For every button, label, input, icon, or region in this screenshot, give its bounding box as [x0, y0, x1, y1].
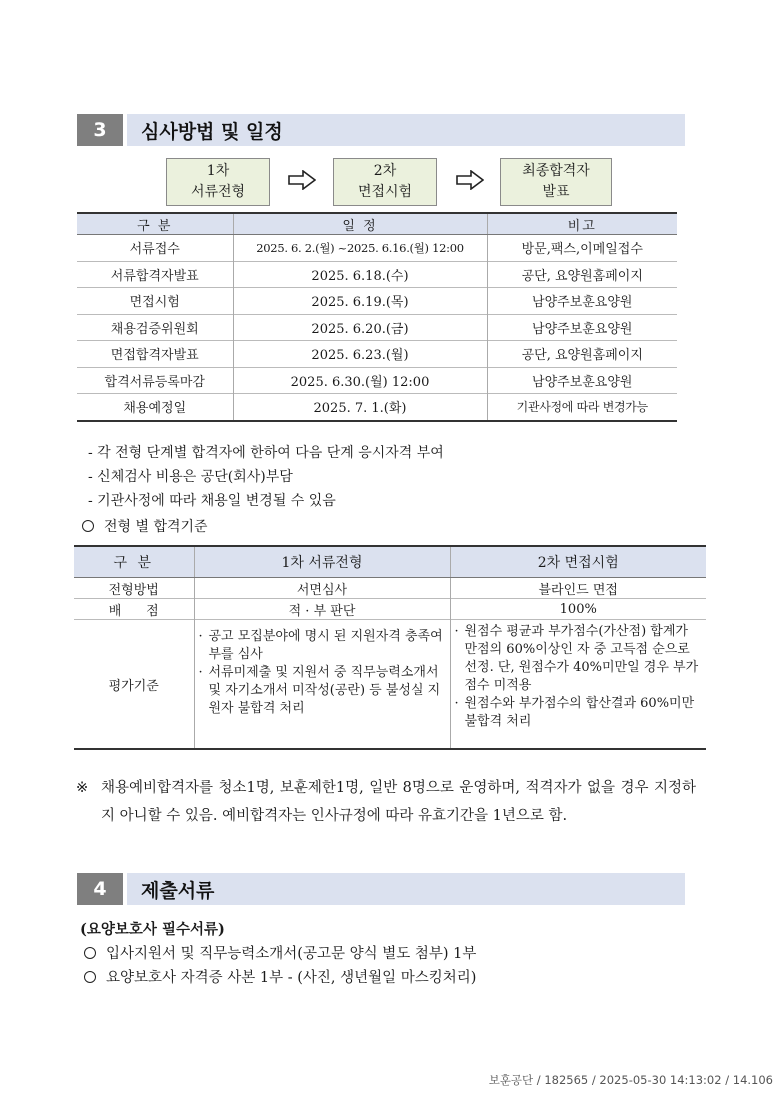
criteria-table [74, 545, 706, 750]
table-cell: 평가기준 [74, 620, 194, 750]
note-line: - 신체검사 비용은 공단(회사)부담 [88, 469, 293, 485]
column-header: 구 분 [77, 213, 233, 235]
note-line: - 기관사정에 따라 채용일 변경될 수 있음 [88, 493, 336, 509]
table-cell: 2025. 6.30.(월) 12:00 [233, 367, 487, 394]
table-cell: 남양주보훈요양원 [487, 367, 677, 394]
criteria-item: · 서류미제출 및 지원서 중 직무능력소개서 및 자기소개서 미작성(공란) 등 불성실 지원자 불합격 처리 [199, 664, 447, 718]
table-row [77, 235, 677, 262]
circle-bullet-icon [84, 971, 96, 983]
criteria-text: 공고 모집분야에 명시 된 지원자격 충족여부를 심사 [208, 629, 443, 662]
flow-step-3 [500, 158, 612, 206]
table-cell: 2025. 7. 1.(화) [233, 394, 487, 421]
criteria-text: 원점수 평균과 부가점수(가산점) 합계가 만점의 60%이상인 자 중 고득점 순으로 선정. 단, 원점수가 40%미만일 경우 부가점수 미적용 [464, 624, 699, 693]
table-row [74, 620, 706, 750]
table-cell: 100% [450, 599, 706, 620]
criteria-item: · 공고 모집분야에 명시 된 지원자격 충족여부를 심사 [199, 628, 447, 664]
table-cell: 공단, 요양원홈페이지 [487, 341, 677, 368]
table-cell: 2025. 6.18.(수) [233, 261, 487, 288]
list-item [84, 966, 476, 987]
table-row [77, 394, 677, 421]
table-cell: 서류접수 [77, 235, 233, 262]
table-row [77, 261, 677, 288]
reference-mark: ※ [76, 780, 89, 796]
criteria-text: 서류미제출 및 지원서 중 직무능력소개서 및 자기소개서 미작성(공란) 등 불성실 지원자 불합격 처리 [208, 665, 441, 716]
section-3-header [77, 114, 685, 146]
table-cell: 면접합격자발표 [77, 341, 233, 368]
table-cell: 적 · 부 판단 [194, 599, 450, 620]
criteria-heading [82, 516, 208, 536]
column-header: 구 분 [74, 546, 194, 578]
table-header-row [74, 546, 706, 578]
table-row [77, 288, 677, 315]
remark-paragraph [76, 774, 696, 830]
table-row [74, 578, 706, 599]
table-cell: 서류합격자발표 [77, 261, 233, 288]
note-line: - 각 전형 단계별 합격자에 한하여 다음 단계 응시자격 부여 [88, 445, 444, 461]
column-header: 비고 [487, 213, 677, 235]
flow-step-line: 면접시험 [357, 184, 413, 200]
table-cell: 채용검증위원회 [77, 314, 233, 341]
section-number: 3 [77, 114, 123, 146]
table-cell: 배 점 [74, 599, 194, 620]
arrow-right-icon [288, 170, 316, 190]
flow-step-line: 최종합격자 [522, 163, 590, 179]
criteria-item: · 원점수 평균과 부가점수(가산점) 합계가 만점의 60%이상인 자 중 고득점 순으로 선정. 단, 원점수가 40%미만일 경우 부가점수 미적용 [455, 623, 704, 695]
table-cell [194, 620, 450, 750]
table-cell: 서면심사 [194, 578, 450, 599]
page-footer: 보훈공단 / 182565 / 2025-05-30 14:13:02 / 14.106 [488, 1073, 773, 1087]
column-header: 일 정 [233, 213, 487, 235]
schedule-table [77, 212, 677, 422]
table-cell: 2025. 6.19.(목) [233, 288, 487, 315]
table-cell: 남양주보훈요양원 [487, 314, 677, 341]
table-row [74, 599, 706, 620]
list-item-text: 요양보호사 자격증 사본 1부 - (사진, 생년월일 마스킹처리) [106, 970, 477, 986]
column-header: 1차 서류전형 [194, 546, 450, 578]
list-item [84, 942, 476, 963]
table-cell: 전형방법 [74, 578, 194, 599]
table-cell: 블라인드 면접 [450, 578, 706, 599]
required-docs-subheading: (요양보호사 필수서류) [80, 921, 225, 938]
list-item-text: 입사지원서 및 직무능력소개서(공고문 양식 별도 첨부) 1부 [106, 946, 477, 962]
flow-step-1 [166, 158, 270, 206]
section-title: 심사방법 및 일정 [127, 114, 685, 146]
section-title: 제출서류 [127, 873, 685, 905]
flow-step-line: 1차 [206, 163, 230, 179]
remark-text: 채용예비합격자를 청소1명, 보훈제한1명, 일반 8명으로 운영하며, 적격자가 없을 경우 지정하지 아니할 수 있음. 예비합격자는 인사규정에 따라 유효기간을 1년으로 함. [101, 780, 697, 824]
table-header-row [77, 213, 677, 235]
table-cell: 방문,팩스,이메일접수 [487, 235, 677, 262]
arrow-right-icon [456, 170, 484, 190]
table-cell: 기관사정에 따라 변경가능 [487, 394, 677, 421]
circle-bullet-icon [84, 947, 96, 959]
column-header: 2차 면접시험 [450, 546, 706, 578]
table-cell: 면접시험 [77, 288, 233, 315]
section-number: 4 [77, 873, 123, 905]
criteria-item: · 원점수와 부가점수의 합산결과 60%미만 불합격 처리 [455, 695, 704, 731]
table-row [77, 314, 677, 341]
table-cell [450, 620, 706, 750]
table-cell: 합격서류등록마감 [77, 367, 233, 394]
flow-step-line: 서류전형 [190, 184, 246, 200]
table-cell: 채용예정일 [77, 394, 233, 421]
flow-step-2 [333, 158, 437, 206]
table-cell: 2025. 6. 2.(월) ~2025. 6.16.(월) 12:00 [233, 235, 487, 262]
flow-step-line: 발표 [542, 184, 570, 200]
table-cell: 공단, 요양원홈페이지 [487, 261, 677, 288]
table-cell: 2025. 6.23.(월) [233, 341, 487, 368]
table-row [77, 341, 677, 368]
flow-step-line: 2차 [373, 163, 397, 179]
table-row [77, 367, 677, 394]
criteria-heading-text: 전형 별 합격기준 [104, 519, 208, 535]
table-cell: 남양주보훈요양원 [487, 288, 677, 315]
criteria-text: 원점수와 부가점수의 합산결과 60%미만 불합격 처리 [464, 696, 695, 729]
section-4-header [77, 873, 685, 905]
table-cell: 2025. 6.20.(금) [233, 314, 487, 341]
circle-bullet-icon [82, 520, 94, 532]
